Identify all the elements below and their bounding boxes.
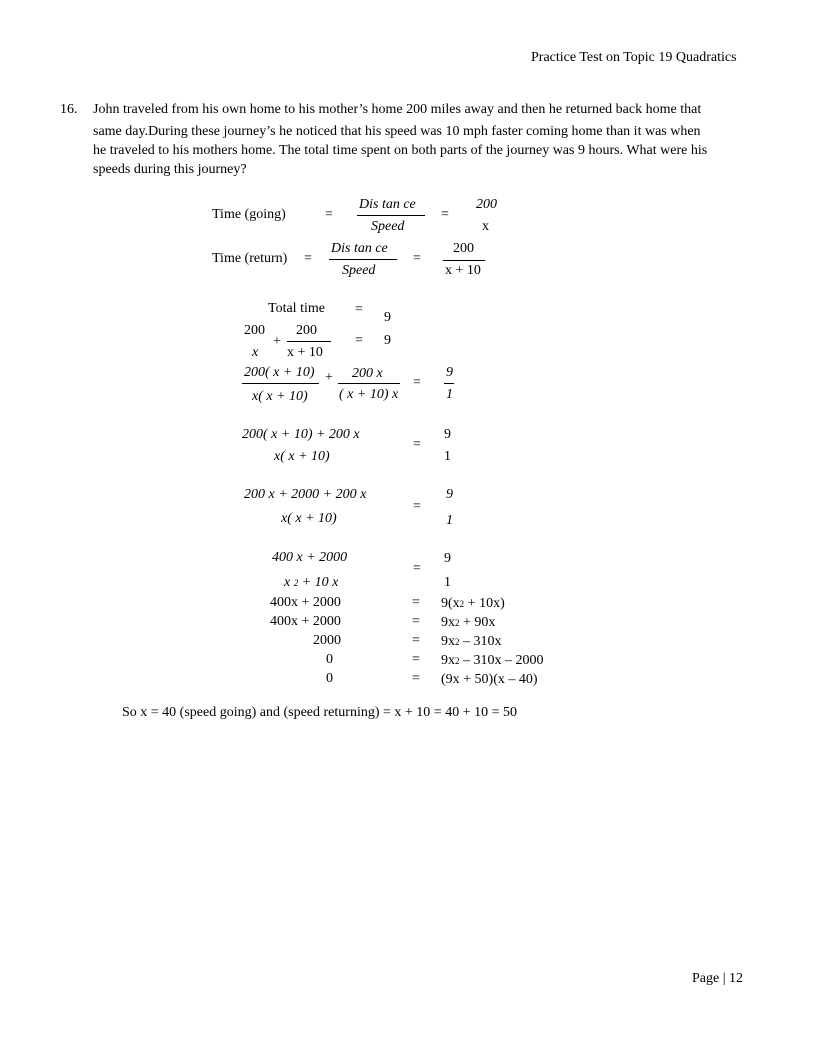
problem-line: speeds during this journey? [93,162,247,177]
problem-number: 16. [60,102,78,117]
equation-rhs: 9x2 + 90x [441,615,496,630]
fraction-numerator: 200 [476,197,497,212]
problem-line: John traveled from his own home to his mother’s home 200 miles away and then he returned back home that [93,102,702,117]
total-time-value: 9 [384,310,391,325]
time-return-label: Time (return) [212,251,288,266]
equals-sign: = [325,207,333,222]
fraction-denominator: x [482,219,489,234]
equals-sign: = [413,375,421,390]
equation-lhs: 0 [326,671,333,686]
fraction-numerator: 200 x [352,366,383,381]
fraction-denominator: x( x + 10) [252,389,308,404]
equals-sign: = [413,437,421,452]
equals-sign: = [412,671,420,686]
page-header-title: Practice Test on Topic 19 Quadratics [531,50,737,65]
equation-rhs: 9(x2 + 10x) [441,596,505,611]
equals-sign: = [304,251,312,266]
fraction-bar [242,383,319,384]
fraction-numerator: 200 x + 2000 + 200 x [244,487,367,502]
equals-sign: = [413,499,421,514]
equals-sign: = [355,302,363,317]
equals-sign: = [413,251,421,266]
fraction-denominator: Speed [342,263,376,278]
equals-sign: = [441,207,449,222]
equation-rhs: 9x2 – 310x – 2000 [441,653,544,668]
plus-sign: + [273,334,281,349]
fraction-numerator: Dis tan ce [359,197,416,212]
fraction-denominator: x( x + 10) [281,511,337,526]
total-time-label: Total time [268,301,325,316]
equals-sign: = [412,595,420,610]
rhs-numerator: 9 [444,427,451,442]
equation-rhs: 9x2 – 310x [441,634,502,649]
fraction-numerator: 200 [453,241,474,256]
conclusion: So x = 40 (speed going) and (speed returning) = x + 10 = 40 + 10 = 50 [122,705,517,720]
equation-lhs: 0 [326,652,333,667]
fraction-numerator: 200( x + 10) + 200 x [242,427,360,442]
equation-lhs: 2000 [313,633,341,648]
rhs-denominator: 1 [446,387,453,402]
equation-lhs: 400x + 2000 [270,595,341,610]
problem-line: he traveled to his mothers home. The total time spent on both parts of the journey was 9 hours. What were his [93,143,708,158]
fraction-numerator: Dis tan ce [331,241,388,256]
rhs-numerator: 9 [444,551,451,566]
fraction-denominator: x( x + 10) [274,449,330,464]
rhs-denominator: 1 [444,449,451,464]
fraction-numerator: 200 [244,323,265,338]
rhs-denominator: 1 [446,513,453,528]
fraction-numerator: 200( x + 10) [244,365,315,380]
equals-sign: = [412,652,420,667]
equation-lhs: 400x + 2000 [270,614,341,629]
fraction-denominator: ( x + 10) x [339,387,399,402]
fraction-denominator: Speed [371,219,405,234]
equals-sign: = [355,333,363,348]
rhs-numerator: 9 [446,365,453,380]
fraction-denominator: x + 10 [287,345,323,360]
fraction-bar [329,259,397,260]
plus-sign: + [325,370,333,385]
fraction-bar [357,215,425,216]
fraction-bar [443,260,485,261]
fraction-denominator: x + 10 [445,263,481,278]
problem-line: same day.During these journey’s he noticed that his speed was 10 mph faster coming home than it was when [93,124,701,139]
right-hand-side: 9 [384,333,391,348]
rhs-numerator: 9 [446,487,453,502]
fraction-bar [338,383,400,384]
fraction-bar [444,383,454,384]
fraction-numerator: 400 x + 2000 [272,550,348,565]
rhs-denominator: 1 [444,575,451,590]
fraction-numerator: 200 [296,323,317,338]
equals-sign: = [412,633,420,648]
equation-rhs: (9x + 50)(x – 40) [441,672,538,687]
equals-sign: = [412,614,420,629]
fraction-denominator: x 2 + 10 x [284,575,339,590]
page-number: Page | 12 [692,971,744,986]
fraction-bar [287,341,331,342]
equals-sign: = [413,561,421,576]
time-going-label: Time (going) [212,207,286,222]
fraction-denominator: x [252,345,259,360]
